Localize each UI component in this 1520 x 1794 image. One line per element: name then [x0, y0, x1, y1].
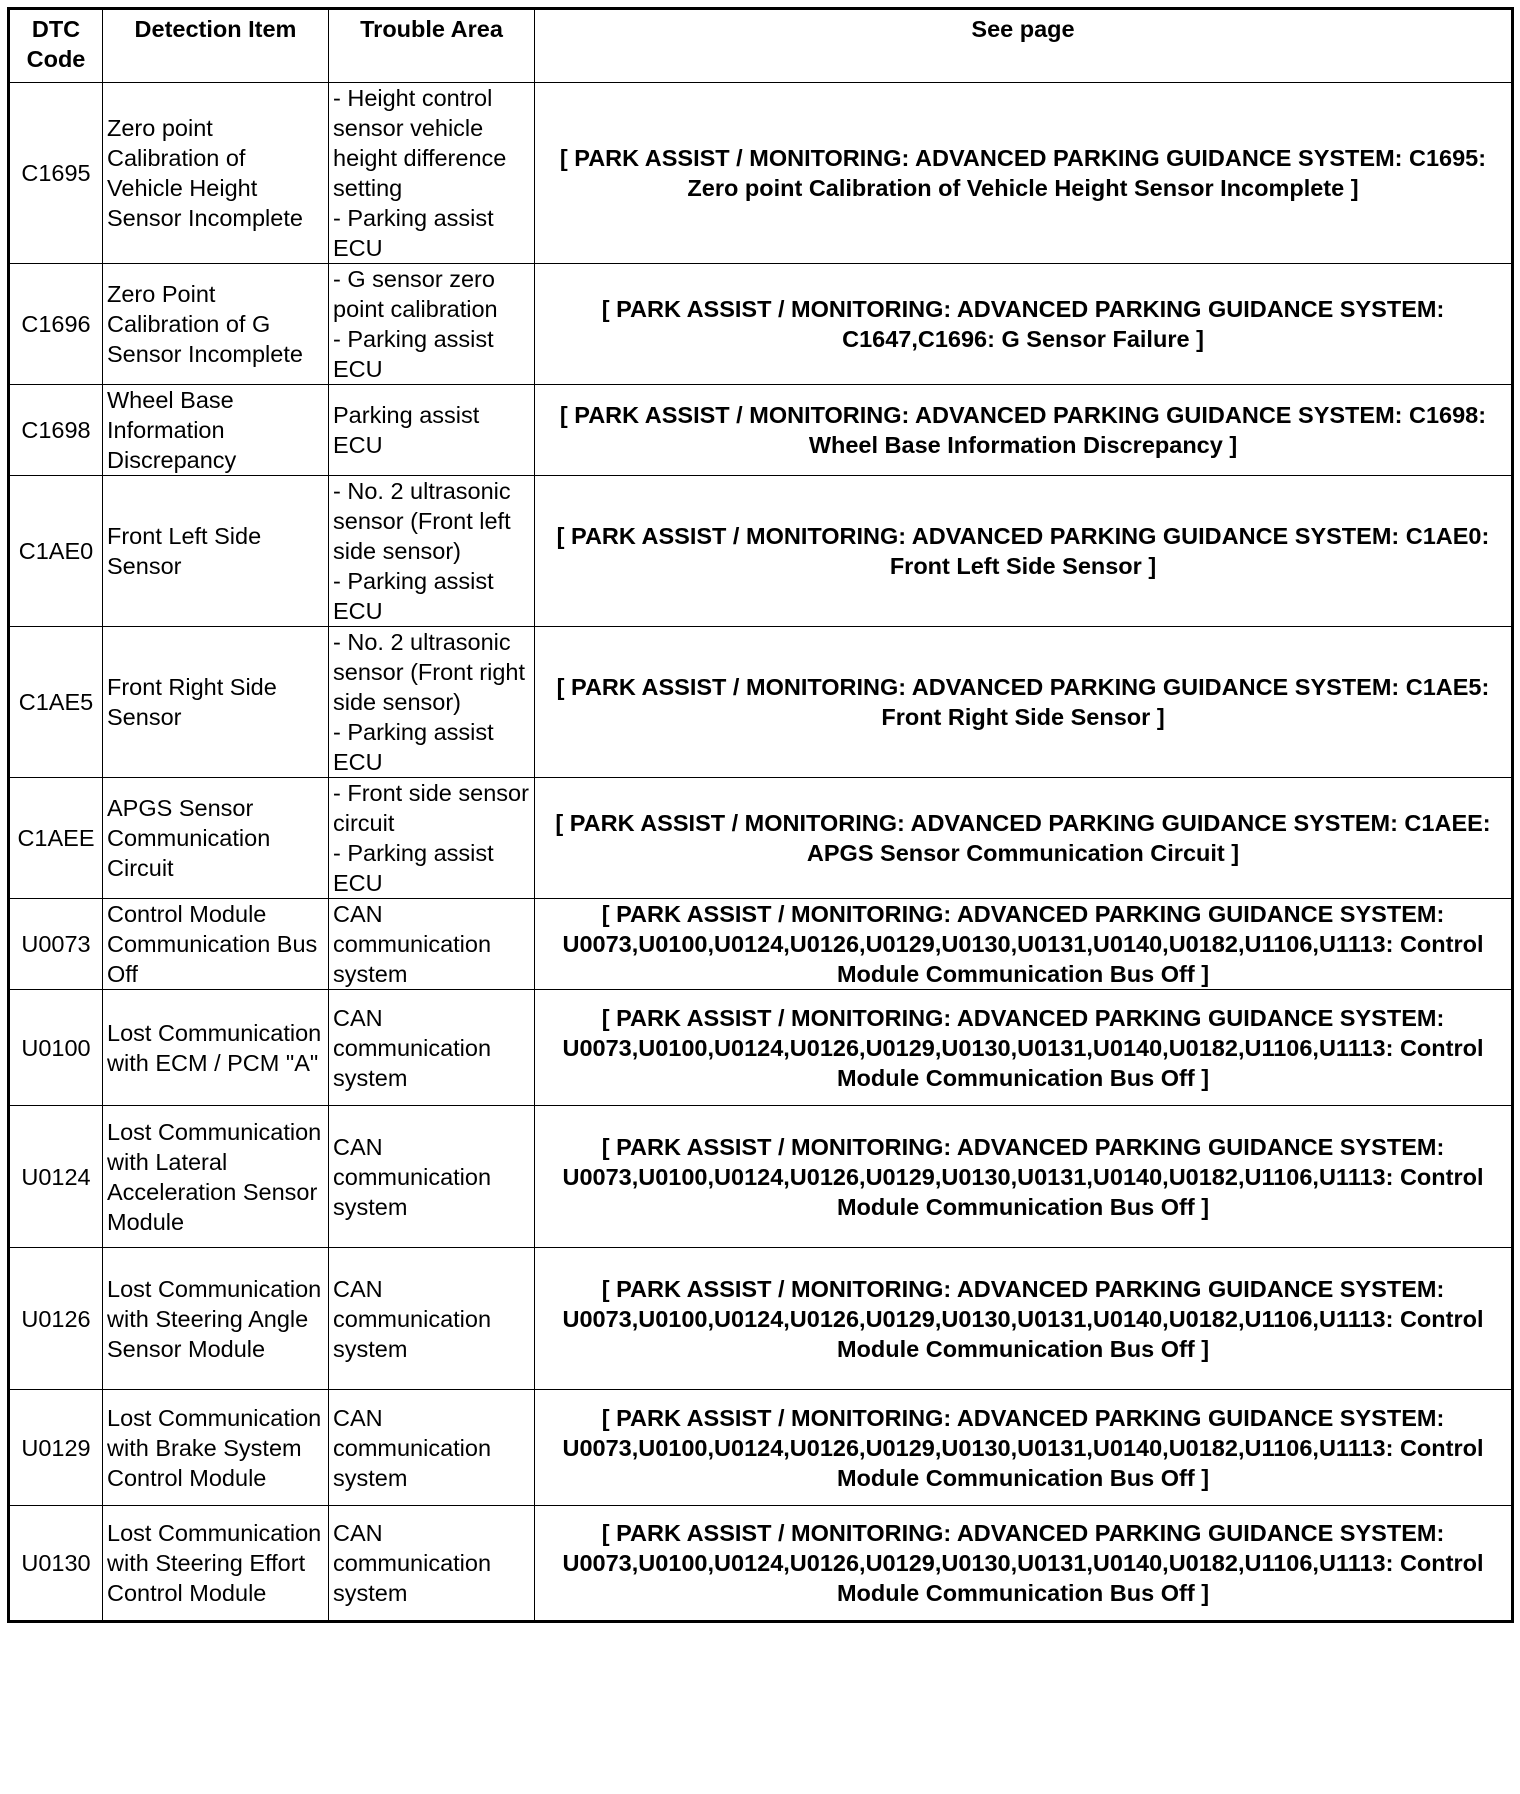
- table-row: [9, 1248, 1513, 1390]
- dtc-code: C1696: [9, 264, 103, 385]
- trouble-area: - Front side sensor circuit - Parking assist ECU: [329, 778, 535, 899]
- header-detection-item: Detection Item: [103, 9, 329, 83]
- trouble-area: CAN communication system: [329, 1248, 535, 1390]
- dtc-code: C1AEE: [9, 778, 103, 899]
- detection-item: APGS Sensor Communication Circuit: [103, 778, 329, 899]
- see-page-link[interactable]: [ PARK ASSIST / MONITORING: ADVANCED PARKING GUIDANCE SYSTEM: U0073,U0100,U0124,U0126,U0129,U0130,U0131,U0140,U0182,U1106,U1113: Control Module Communication Bus Off ]: [535, 899, 1513, 990]
- table-row: [9, 627, 1513, 778]
- table-row: [9, 476, 1513, 627]
- see-page-link[interactable]: [ PARK ASSIST / MONITORING: ADVANCED PARKING GUIDANCE SYSTEM: U0073,U0100,U0124,U0126,U0129,U0130,U0131,U0140,U0182,U1106,U1113: Control Module Communication Bus Off ]: [535, 1248, 1513, 1390]
- dtc-code: C1AE5: [9, 627, 103, 778]
- see-page-link[interactable]: [ PARK ASSIST / MONITORING: ADVANCED PARKING GUIDANCE SYSTEM: C1AEE: APGS Sensor Communication Circuit ]: [535, 778, 1513, 899]
- detection-item: Lost Communication with Steering Angle Sensor Module: [103, 1248, 329, 1390]
- table-row: [9, 1506, 1513, 1622]
- header-dtc-code: DTC Code: [9, 9, 103, 83]
- header-row: [9, 9, 1513, 83]
- trouble-area: - G sensor zero point calibration - Parking assist ECU: [329, 264, 535, 385]
- see-page-link[interactable]: [ PARK ASSIST / MONITORING: ADVANCED PARKING GUIDANCE SYSTEM: C1AE0: Front Left Side Sensor ]: [535, 476, 1513, 627]
- detection-item: Zero Point Calibration of G Sensor Incomplete: [103, 264, 329, 385]
- trouble-area: CAN communication system: [329, 990, 535, 1106]
- table-body: [9, 83, 1513, 1622]
- trouble-area: CAN communication system: [329, 1390, 535, 1506]
- dtc-code: U0073: [9, 899, 103, 990]
- see-page-link[interactable]: [ PARK ASSIST / MONITORING: ADVANCED PARKING GUIDANCE SYSTEM: C1698: Wheel Base Information Discrepancy ]: [535, 385, 1513, 476]
- detection-item: Lost Communication with ECM / PCM "A": [103, 990, 329, 1106]
- table-row: [9, 899, 1513, 990]
- see-page-link[interactable]: [ PARK ASSIST / MONITORING: ADVANCED PARKING GUIDANCE SYSTEM: U0073,U0100,U0124,U0126,U0129,U0130,U0131,U0140,U0182,U1106,U1113: Control Module Communication Bus Off ]: [535, 1106, 1513, 1248]
- table-row: [9, 990, 1513, 1106]
- dtc-code: U0126: [9, 1248, 103, 1390]
- table-header: [9, 9, 1513, 83]
- detection-item: Front Left Side Sensor: [103, 476, 329, 627]
- table-row: [9, 1106, 1513, 1248]
- trouble-area: CAN communication system: [329, 899, 535, 990]
- table-row: [9, 83, 1513, 264]
- table-row: [9, 385, 1513, 476]
- trouble-area: CAN communication system: [329, 1506, 535, 1622]
- header-see-page: See page: [535, 9, 1513, 83]
- trouble-area: Parking assist ECU: [329, 385, 535, 476]
- detection-item: Wheel Base Information Discrepancy: [103, 385, 329, 476]
- see-page-link[interactable]: [ PARK ASSIST / MONITORING: ADVANCED PARKING GUIDANCE SYSTEM: C1AE5: Front Right Side Sensor ]: [535, 627, 1513, 778]
- trouble-area: - No. 2 ultrasonic sensor (Front right side sensor) - Parking assist ECU: [329, 627, 535, 778]
- header-trouble-area: Trouble Area: [329, 9, 535, 83]
- dtc-code: C1698: [9, 385, 103, 476]
- detection-item: Control Module Communication Bus Off: [103, 899, 329, 990]
- dtc-code: C1AE0: [9, 476, 103, 627]
- see-page-link[interactable]: [ PARK ASSIST / MONITORING: ADVANCED PARKING GUIDANCE SYSTEM: C1647,C1696: G Sensor Failure ]: [535, 264, 1513, 385]
- see-page-link[interactable]: [ PARK ASSIST / MONITORING: ADVANCED PARKING GUIDANCE SYSTEM: U0073,U0100,U0124,U0126,U0129,U0130,U0131,U0140,U0182,U1106,U1113: Control Module Communication Bus Off ]: [535, 1506, 1513, 1622]
- dtc-code: U0130: [9, 1506, 103, 1622]
- detection-item: Lost Communication with Brake System Control Module: [103, 1390, 329, 1506]
- detection-item: Front Right Side Sensor: [103, 627, 329, 778]
- see-page-link[interactable]: [ PARK ASSIST / MONITORING: ADVANCED PARKING GUIDANCE SYSTEM: U0073,U0100,U0124,U0126,U0129,U0130,U0131,U0140,U0182,U1106,U1113: Control Module Communication Bus Off ]: [535, 1390, 1513, 1506]
- table-row: [9, 264, 1513, 385]
- detection-item: Zero point Calibration of Vehicle Height Sensor Incomplete: [103, 83, 329, 264]
- table-row: [9, 1390, 1513, 1506]
- see-page-link[interactable]: [ PARK ASSIST / MONITORING: ADVANCED PARKING GUIDANCE SYSTEM: C1695: Zero point Calibration of Vehicle Height Sensor Incomplete ]: [535, 83, 1513, 264]
- dtc-code: U0129: [9, 1390, 103, 1506]
- dtc-code: U0100: [9, 990, 103, 1106]
- dtc-code: U0124: [9, 1106, 103, 1248]
- trouble-area: - No. 2 ultrasonic sensor (Front left side sensor) - Parking assist ECU: [329, 476, 535, 627]
- see-page-link[interactable]: [ PARK ASSIST / MONITORING: ADVANCED PARKING GUIDANCE SYSTEM: U0073,U0100,U0124,U0126,U0129,U0130,U0131,U0140,U0182,U1106,U1113: Control Module Communication Bus Off ]: [535, 990, 1513, 1106]
- dtc-table: [7, 7, 1514, 1623]
- dtc-code: C1695: [9, 83, 103, 264]
- detection-item: Lost Communication with Lateral Acceleration Sensor Module: [103, 1106, 329, 1248]
- detection-item: Lost Communication with Steering Effort Control Module: [103, 1506, 329, 1622]
- trouble-area: CAN communication system: [329, 1106, 535, 1248]
- table-row: [9, 778, 1513, 899]
- trouble-area: - Height control sensor vehicle height difference setting - Parking assist ECU: [329, 83, 535, 264]
